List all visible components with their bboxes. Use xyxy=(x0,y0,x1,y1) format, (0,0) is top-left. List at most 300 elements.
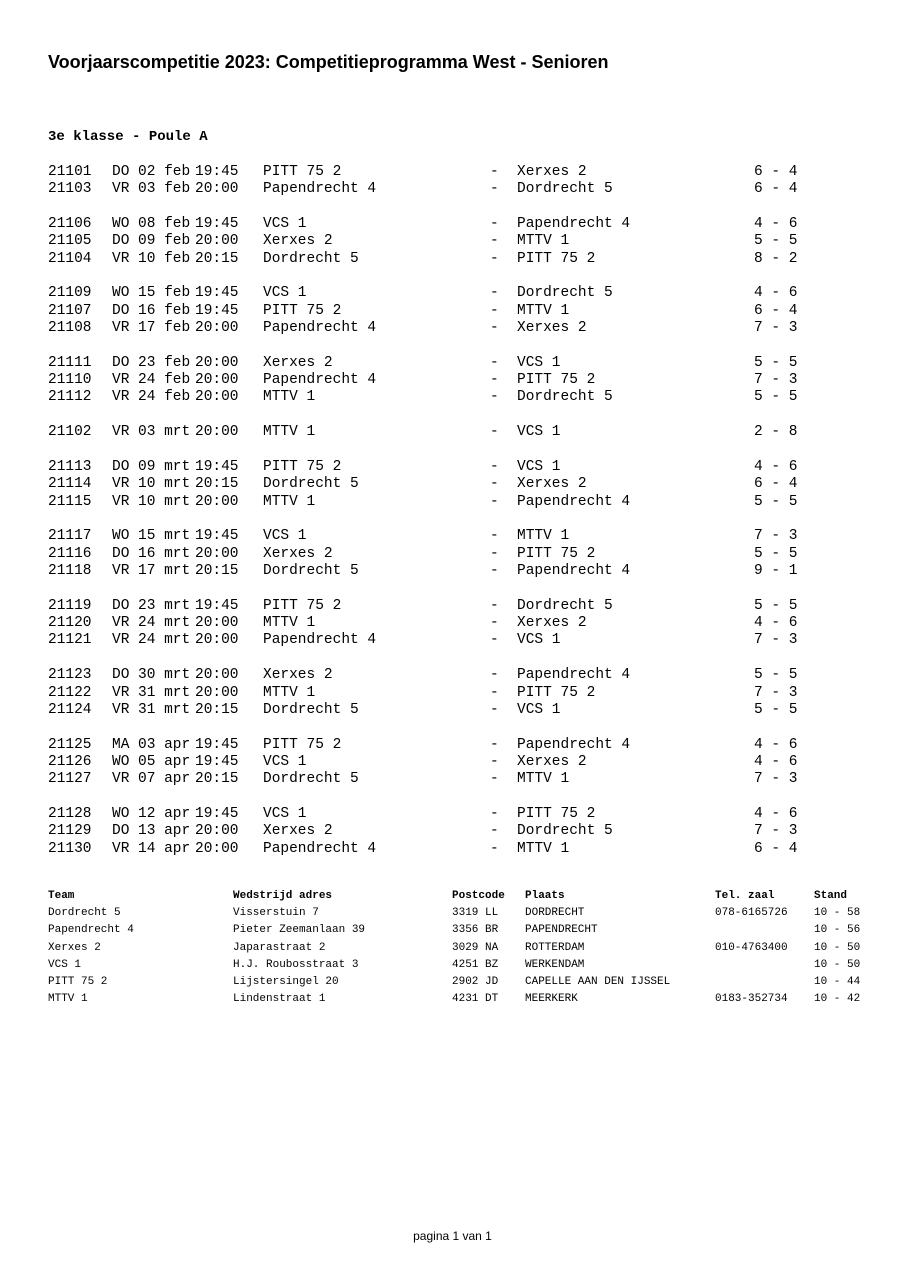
home-team: Papendrecht 4 xyxy=(263,632,377,649)
home-team: Papendrecht 4 xyxy=(263,181,377,198)
match-row xyxy=(48,667,868,684)
team-tel: 0183-352734 xyxy=(715,993,788,1006)
match-score: 4 - 6 xyxy=(754,736,798,753)
team-stand: 10 - 50 xyxy=(814,958,861,971)
away-team: VCS 1 xyxy=(517,701,561,718)
match-day: VR xyxy=(112,320,130,337)
match-time: 20:00 xyxy=(195,823,239,840)
match-day: WO xyxy=(112,806,130,823)
home-team: Papendrecht 4 xyxy=(263,840,377,857)
match-time: 20:00 xyxy=(195,667,239,684)
match-row xyxy=(48,164,868,181)
match-score: 7 - 3 xyxy=(754,684,798,701)
match-score: 5 - 5 xyxy=(754,233,798,250)
match-time: 20:00 xyxy=(195,389,239,406)
match-time: 20:15 xyxy=(195,771,239,788)
page-title: Voorjaarscompetitie 2023: Competitieprogramma West - Senioren xyxy=(48,52,609,72)
match-separator: - xyxy=(490,823,499,840)
match-date: 16 mrt xyxy=(138,545,191,562)
match-separator: - xyxy=(490,320,499,337)
match-date: 09 feb xyxy=(138,233,191,250)
team-address: Visserstuin 7 xyxy=(233,907,319,920)
match-row xyxy=(48,424,868,441)
team-postcode: 3319 LL xyxy=(452,907,499,920)
match-date: 31 mrt xyxy=(138,701,191,718)
match-separator: - xyxy=(490,528,499,545)
match-separator: - xyxy=(490,354,499,371)
match-score: 4 - 6 xyxy=(754,806,798,823)
match-schedule xyxy=(48,164,868,875)
match-separator: - xyxy=(490,285,499,302)
match-separator: - xyxy=(490,597,499,614)
home-team: Dordrecht 5 xyxy=(263,250,359,267)
away-team: Dordrecht 5 xyxy=(517,285,613,302)
match-separator: - xyxy=(490,216,499,233)
home-team: Dordrecht 5 xyxy=(263,701,359,718)
match-date: 03 apr xyxy=(138,736,191,753)
match-day: VR xyxy=(112,840,130,857)
home-team: Dordrecht 5 xyxy=(263,563,359,580)
match-group xyxy=(48,424,868,441)
match-number: 21114 xyxy=(48,476,92,493)
away-team: Xerxes 2 xyxy=(517,476,587,493)
match-separator: - xyxy=(490,493,499,510)
home-team: Xerxes 2 xyxy=(263,667,333,684)
match-number: 21117 xyxy=(48,528,92,545)
match-row xyxy=(48,615,868,632)
away-team: MTTV 1 xyxy=(517,840,570,857)
match-score: 2 - 8 xyxy=(754,424,798,441)
match-group xyxy=(48,216,868,268)
away-team: Dordrecht 5 xyxy=(517,389,613,406)
match-row xyxy=(48,494,868,511)
match-time: 19:45 xyxy=(195,216,239,233)
match-number: 21106 xyxy=(48,216,92,233)
match-separator: - xyxy=(490,840,499,857)
home-team: Dordrecht 5 xyxy=(263,771,359,788)
home-team: PITT 75 2 xyxy=(263,597,342,614)
match-separator: - xyxy=(490,250,499,267)
match-number: 21102 xyxy=(48,424,92,441)
match-time: 20:00 xyxy=(195,320,239,337)
match-number: 21108 xyxy=(48,320,92,337)
match-day: DO xyxy=(112,597,130,614)
match-score: 6 - 4 xyxy=(754,840,798,857)
match-time: 20:00 xyxy=(195,632,239,649)
away-team: VCS 1 xyxy=(517,424,561,441)
match-group xyxy=(48,528,868,580)
match-separator: - xyxy=(490,476,499,493)
match-score: 5 - 5 xyxy=(754,667,798,684)
match-score: 4 - 6 xyxy=(754,615,798,632)
match-row xyxy=(48,233,868,250)
match-date: 10 feb xyxy=(138,250,191,267)
team-name: Dordrecht 5 xyxy=(48,907,121,920)
match-day: DO xyxy=(112,459,130,476)
match-score: 7 - 3 xyxy=(754,771,798,788)
match-number: 21125 xyxy=(48,736,92,753)
table-row xyxy=(48,957,888,974)
match-number: 21101 xyxy=(48,164,92,180)
team-name: MTTV 1 xyxy=(48,993,88,1006)
match-date: 13 apr xyxy=(138,823,191,840)
match-day: VR xyxy=(112,424,130,441)
match-day: DO xyxy=(112,354,130,371)
match-score: 9 - 1 xyxy=(754,563,798,580)
match-time: 20:00 xyxy=(195,424,239,441)
match-row xyxy=(48,754,868,771)
match-time: 19:45 xyxy=(195,285,239,302)
match-row xyxy=(48,771,868,788)
match-group xyxy=(48,737,868,789)
match-time: 19:45 xyxy=(195,753,239,770)
match-score: 7 - 3 xyxy=(754,823,798,840)
match-day: WO xyxy=(112,285,130,302)
match-day: VR xyxy=(112,476,130,493)
home-team: MTTV 1 xyxy=(263,493,316,510)
match-separator: - xyxy=(490,753,499,770)
header-stand: Stand xyxy=(814,890,848,902)
match-row xyxy=(48,216,868,233)
match-separator: - xyxy=(490,459,499,476)
team-postcode: 3029 NA xyxy=(452,941,499,954)
match-time: 20:00 xyxy=(195,181,239,198)
table-row xyxy=(48,991,888,1008)
match-score: 4 - 6 xyxy=(754,753,798,770)
match-time: 20:00 xyxy=(195,233,239,250)
match-number: 21121 xyxy=(48,632,92,649)
match-time: 20:00 xyxy=(195,354,239,371)
match-row xyxy=(48,285,868,302)
match-date: 30 mrt xyxy=(138,667,191,684)
match-number: 21129 xyxy=(48,823,92,840)
match-separator: - xyxy=(490,233,499,250)
match-date: 23 feb xyxy=(138,354,191,371)
poule-heading: 3e klasse - Poule A xyxy=(48,129,208,145)
match-time: 20:00 xyxy=(195,840,239,857)
match-time: 19:45 xyxy=(195,164,239,180)
match-score: 5 - 5 xyxy=(754,354,798,371)
match-score: 5 - 5 xyxy=(754,545,798,562)
match-separator: - xyxy=(490,302,499,319)
match-row xyxy=(48,841,868,858)
home-team: VCS 1 xyxy=(263,528,307,545)
away-team: Xerxes 2 xyxy=(517,164,587,180)
match-score: 5 - 5 xyxy=(754,701,798,718)
match-number: 21128 xyxy=(48,806,92,823)
home-team: Papendrecht 4 xyxy=(263,372,377,389)
match-separator: - xyxy=(490,667,499,684)
match-number: 21120 xyxy=(48,615,92,632)
match-number: 21113 xyxy=(48,459,92,476)
team-place: PAPENDRECHT xyxy=(525,924,598,937)
match-row xyxy=(48,320,868,337)
team-stand: 10 - 42 xyxy=(814,993,861,1006)
team-place: CAPELLE AAN DEN IJSSEL xyxy=(525,975,671,988)
match-score: 5 - 5 xyxy=(754,389,798,406)
team-name: PITT 75 2 xyxy=(48,975,108,988)
match-row xyxy=(48,806,868,823)
away-team: Papendrecht 4 xyxy=(517,563,631,580)
team-place: ROTTERDAM xyxy=(525,941,585,954)
match-time: 19:45 xyxy=(195,459,239,476)
match-day: MA xyxy=(112,736,130,753)
match-number: 21119 xyxy=(48,597,92,614)
away-team: Xerxes 2 xyxy=(517,753,587,770)
match-row xyxy=(48,632,868,649)
match-date: 14 apr xyxy=(138,840,191,857)
match-separator: - xyxy=(490,372,499,389)
team-address: Japarastraat 2 xyxy=(233,941,326,954)
home-team: Xerxes 2 xyxy=(263,233,333,250)
away-team: Papendrecht 4 xyxy=(517,493,631,510)
home-team: Dordrecht 5 xyxy=(263,476,359,493)
match-day: DO xyxy=(112,545,130,562)
match-day: VR xyxy=(112,701,130,718)
header-address: Wedstrijd adres xyxy=(233,890,333,902)
match-score: 6 - 4 xyxy=(754,476,798,493)
teams-table-body xyxy=(48,905,888,1008)
match-row xyxy=(48,598,868,615)
team-postcode: 4231 DT xyxy=(452,993,499,1006)
match-row xyxy=(48,372,868,389)
team-tel: 078-6165726 xyxy=(715,907,788,920)
match-group xyxy=(48,806,868,858)
away-team: Dordrecht 5 xyxy=(517,597,613,614)
match-score: 7 - 3 xyxy=(754,372,798,389)
away-team: VCS 1 xyxy=(517,632,561,649)
match-number: 21122 xyxy=(48,684,92,701)
match-number: 21127 xyxy=(48,771,92,788)
match-row xyxy=(48,476,868,493)
away-team: PITT 75 2 xyxy=(517,250,596,267)
away-team: PITT 75 2 xyxy=(517,372,596,389)
home-team: MTTV 1 xyxy=(263,424,316,441)
away-team: Xerxes 2 xyxy=(517,615,587,632)
match-date: 23 mrt xyxy=(138,597,191,614)
match-separator: - xyxy=(490,632,499,649)
match-date: 09 mrt xyxy=(138,459,191,476)
away-team: PITT 75 2 xyxy=(517,684,596,701)
match-time: 20:00 xyxy=(195,493,239,510)
header-team: Team xyxy=(48,890,75,902)
match-date: 31 mrt xyxy=(138,684,191,701)
match-date: 07 apr xyxy=(138,771,191,788)
table-row xyxy=(48,940,888,957)
match-day: VR xyxy=(112,372,130,389)
match-time: 20:00 xyxy=(195,545,239,562)
match-score: 6 - 4 xyxy=(754,302,798,319)
teams-table-header xyxy=(48,888,888,905)
match-number: 21115 xyxy=(48,493,92,510)
home-team: MTTV 1 xyxy=(263,615,316,632)
match-row xyxy=(48,546,868,563)
match-day: VR xyxy=(112,389,130,406)
team-place: DORDRECHT xyxy=(525,907,585,920)
table-row xyxy=(48,905,888,922)
team-stand: 10 - 58 xyxy=(814,907,861,920)
team-address: Pieter Zeemanlaan 39 xyxy=(233,924,366,937)
match-row xyxy=(48,181,868,198)
match-number: 21104 xyxy=(48,250,92,267)
match-day: DO xyxy=(112,164,130,180)
match-day: DO xyxy=(112,302,130,319)
match-separator: - xyxy=(490,736,499,753)
match-date: 17 feb xyxy=(138,320,191,337)
match-date: 17 mrt xyxy=(138,563,191,580)
match-number: 21110 xyxy=(48,372,92,389)
away-team: MTTV 1 xyxy=(517,528,570,545)
match-separator: - xyxy=(490,615,499,632)
away-team: PITT 75 2 xyxy=(517,545,596,562)
match-row xyxy=(48,303,868,320)
match-date: 24 feb xyxy=(138,389,191,406)
away-team: Papendrecht 4 xyxy=(517,216,631,233)
match-date: 15 feb xyxy=(138,285,191,302)
match-group xyxy=(48,164,868,199)
match-score: 7 - 3 xyxy=(754,632,798,649)
match-separator: - xyxy=(490,389,499,406)
team-postcode: 4251 BZ xyxy=(452,958,499,971)
team-address: Lindenstraat 1 xyxy=(233,993,326,1006)
table-row xyxy=(48,974,888,991)
match-date: 15 mrt xyxy=(138,528,191,545)
match-group xyxy=(48,355,868,407)
match-separator: - xyxy=(490,164,499,180)
match-time: 20:15 xyxy=(195,476,239,493)
match-date: 10 mrt xyxy=(138,476,191,493)
match-group xyxy=(48,598,868,650)
header-postcode: Postcode xyxy=(452,890,505,902)
match-date: 03 mrt xyxy=(138,424,191,441)
match-row xyxy=(48,251,868,268)
match-separator: - xyxy=(490,771,499,788)
match-separator: - xyxy=(490,701,499,718)
match-row xyxy=(48,823,868,840)
match-date: 16 feb xyxy=(138,302,191,319)
away-team: Papendrecht 4 xyxy=(517,736,631,753)
team-name: Xerxes 2 xyxy=(48,941,101,954)
match-score: 5 - 5 xyxy=(754,597,798,614)
match-date: 10 mrt xyxy=(138,493,191,510)
match-score: 5 - 5 xyxy=(754,493,798,510)
match-score: 4 - 6 xyxy=(754,459,798,476)
match-row xyxy=(48,389,868,406)
home-team: PITT 75 2 xyxy=(263,736,342,753)
away-team: Xerxes 2 xyxy=(517,320,587,337)
match-row xyxy=(48,563,868,580)
match-time: 20:00 xyxy=(195,615,239,632)
team-postcode: 2902 JD xyxy=(452,975,499,988)
home-team: Xerxes 2 xyxy=(263,823,333,840)
away-team: Dordrecht 5 xyxy=(517,181,613,198)
match-day: DO xyxy=(112,667,130,684)
team-stand: 10 - 50 xyxy=(814,941,861,954)
home-team: PITT 75 2 xyxy=(263,164,342,180)
match-date: 24 mrt xyxy=(138,632,191,649)
match-day: VR xyxy=(112,615,130,632)
home-team: VCS 1 xyxy=(263,806,307,823)
match-day: WO xyxy=(112,216,130,233)
header-tel: Tel. zaal xyxy=(715,890,775,902)
match-date: 08 feb xyxy=(138,216,191,233)
match-group xyxy=(48,667,868,719)
away-team: PITT 75 2 xyxy=(517,806,596,823)
team-name: VCS 1 xyxy=(48,958,82,971)
match-time: 19:45 xyxy=(195,736,239,753)
match-day: DO xyxy=(112,233,130,250)
home-team: VCS 1 xyxy=(263,216,307,233)
match-date: 03 feb xyxy=(138,181,191,198)
team-address: Lijstersingel 20 xyxy=(233,975,339,988)
match-number: 21124 xyxy=(48,701,92,718)
match-number: 21130 xyxy=(48,840,92,857)
table-row xyxy=(48,922,888,939)
match-row xyxy=(48,459,868,476)
away-team: Dordrecht 5 xyxy=(517,823,613,840)
away-team: MTTV 1 xyxy=(517,233,570,250)
home-team: Xerxes 2 xyxy=(263,354,333,371)
match-score: 7 - 3 xyxy=(754,528,798,545)
away-team: VCS 1 xyxy=(517,354,561,371)
match-day: WO xyxy=(112,753,130,770)
match-score: 4 - 6 xyxy=(754,216,798,233)
match-group xyxy=(48,459,868,511)
match-number: 21116 xyxy=(48,545,92,562)
match-time: 19:45 xyxy=(195,597,239,614)
match-date: 24 feb xyxy=(138,372,191,389)
team-tel: 010-4763400 xyxy=(715,941,788,954)
team-address: H.J. Roubosstraat 3 xyxy=(233,958,359,971)
match-score: 7 - 3 xyxy=(754,320,798,337)
match-number: 21105 xyxy=(48,233,92,250)
match-score: 6 - 4 xyxy=(754,181,798,198)
match-time: 20:15 xyxy=(195,701,239,718)
match-score: 6 - 4 xyxy=(754,164,798,180)
teams-table xyxy=(48,888,888,1008)
team-place: MEERKERK xyxy=(525,993,578,1006)
match-day: WO xyxy=(112,528,130,545)
away-team: VCS 1 xyxy=(517,459,561,476)
match-separator: - xyxy=(490,806,499,823)
match-group xyxy=(48,285,868,337)
match-number: 21109 xyxy=(48,285,92,302)
home-team: PITT 75 2 xyxy=(263,459,342,476)
match-separator: - xyxy=(490,684,499,701)
match-day: VR xyxy=(112,684,130,701)
match-day: VR xyxy=(112,493,130,510)
away-team: MTTV 1 xyxy=(517,302,570,319)
match-score: 4 - 6 xyxy=(754,285,798,302)
match-separator: - xyxy=(490,545,499,562)
match-date: 24 mrt xyxy=(138,615,191,632)
match-row xyxy=(48,355,868,372)
match-number: 21126 xyxy=(48,753,92,770)
match-number: 21112 xyxy=(48,389,92,406)
match-day: DO xyxy=(112,823,130,840)
match-number: 21107 xyxy=(48,302,92,319)
match-time: 19:45 xyxy=(195,302,239,319)
match-row xyxy=(48,737,868,754)
match-separator: - xyxy=(490,424,499,441)
match-date: 12 apr xyxy=(138,806,191,823)
match-number: 21118 xyxy=(48,563,92,580)
home-team: MTTV 1 xyxy=(263,684,316,701)
match-time: 19:45 xyxy=(195,528,239,545)
home-team: MTTV 1 xyxy=(263,389,316,406)
match-day: VR xyxy=(112,632,130,649)
team-place: WERKENDAM xyxy=(525,958,585,971)
